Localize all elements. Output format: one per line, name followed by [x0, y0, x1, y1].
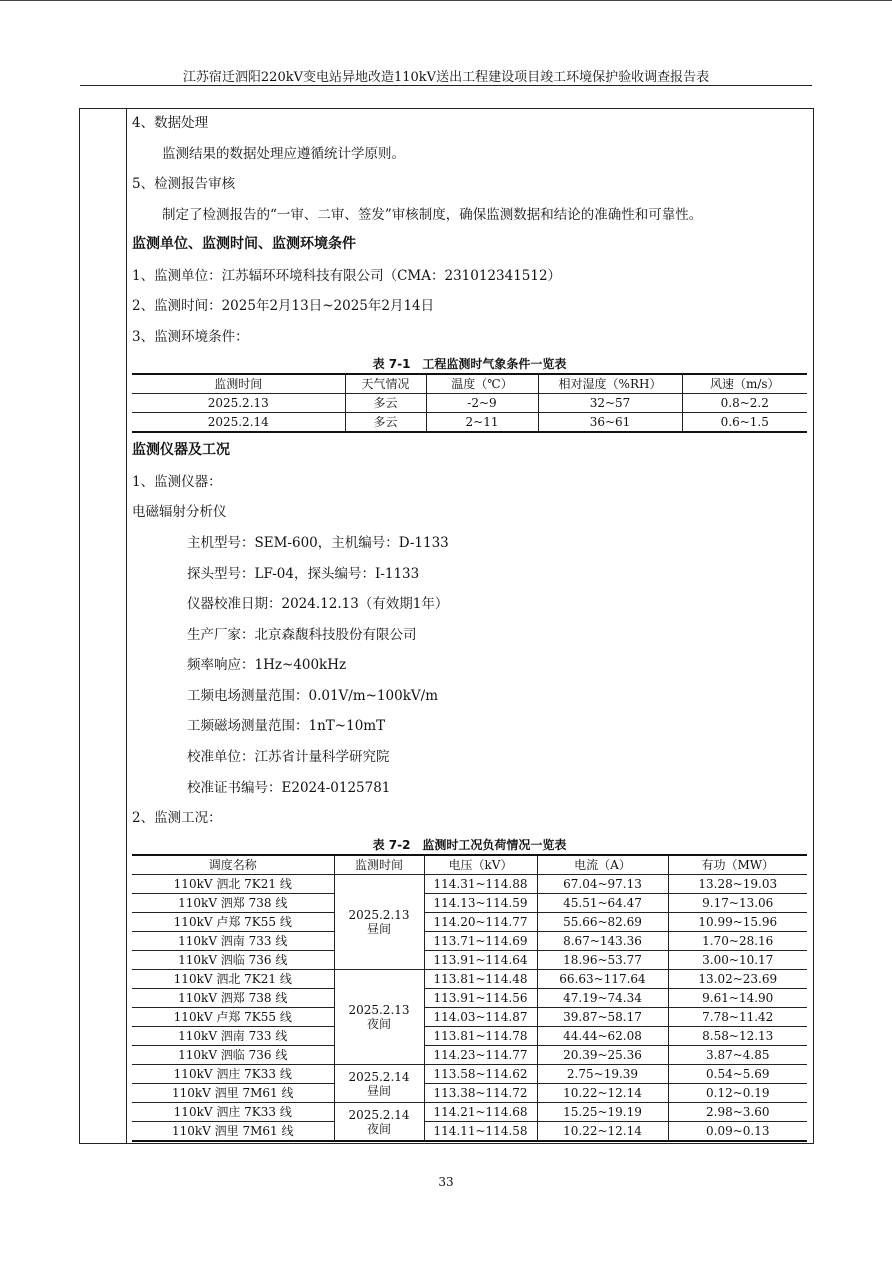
dispatch-name-cell: 110kV 泗南 733 线: [132, 932, 334, 951]
electric-field-range: 工频电场测量范围：0.01V/m~100kV/m: [187, 688, 439, 704]
table-row: [132, 1027, 807, 1046]
column-header: 监测时间: [132, 374, 345, 394]
table-cell: 2025.2.14: [132, 413, 345, 433]
table-cell: 114.03~114.87: [424, 1008, 537, 1027]
table-cell: 47.19~74.34: [537, 989, 668, 1008]
dispatch-name-cell: 110kV 卢郑 7K55 线: [132, 913, 334, 932]
table-cell: 113.91~114.64: [424, 951, 537, 970]
magnetic-field-range: 工频磁场测量范围：1nT~10mT: [187, 718, 386, 734]
table-cell: 20.39~25.36: [537, 1046, 668, 1065]
monitoring-time: 2、监测时间：2025年2月13日~2025年2月14日: [132, 298, 435, 314]
table-row: [132, 989, 807, 1008]
table-cell: 2~11: [426, 413, 538, 433]
column-header: 相对湿度（%RH）: [538, 374, 682, 394]
monitoring-time-text: 2025.2.13 夜间: [348, 1003, 410, 1031]
dispatch-name-cell: 110kV 泗临 736 线: [132, 1046, 334, 1065]
dispatch-name-cell: 110kV 泗北 7K21 线: [132, 875, 334, 894]
table-cell: 13.28~19.03: [668, 875, 807, 894]
load-table: [132, 854, 807, 1142]
table-cell: 10.99~15.96: [668, 913, 807, 932]
table-cell: 1.70~28.16: [668, 932, 807, 951]
column-header: 有功（MW）: [668, 855, 807, 875]
dispatch-name-cell: 110kV 泗临 736 线: [132, 951, 334, 970]
table-cell: 67.04~97.13: [537, 875, 668, 894]
paragraph-data-processing: 监测结果的数据处理应遵循统计学原则。: [162, 146, 405, 162]
frame-column-divider: [126, 109, 127, 1143]
table-cell: 0.6~1.5: [682, 413, 807, 433]
table-cell: 8.58~12.13: [668, 1027, 807, 1046]
table-cell: 0.12~0.19: [668, 1084, 807, 1103]
page-number: 33: [438, 1175, 454, 1189]
monitoring-unit: 1、监测单位：江苏辐环环境科技有限公司（CMA：231012341512）: [132, 268, 562, 284]
dispatch-name-cell: 110kV 泗郑 738 线: [132, 989, 334, 1008]
dispatch-name-cell: 110kV 泗郑 738 线: [132, 894, 334, 913]
table-cell: 10.22~12.14: [537, 1122, 668, 1142]
monitoring-time-cell: [334, 1103, 424, 1142]
table-row: [132, 1008, 807, 1027]
table-cell: 44.44~62.08: [537, 1027, 668, 1046]
dispatch-name-cell: 110kV 泗北 7K21 线: [132, 970, 334, 989]
table-cell: 66.63~117.64: [537, 970, 668, 989]
table-cell: 2.98~3.60: [668, 1103, 807, 1122]
dispatch-name-cell: 110kV 泗里 7M61 线: [132, 1122, 334, 1142]
page-header: 江苏宿迁泗阳220kV变电站异地改造110kV送出工程建设项目竣工环境保护验收调查报告表: [182, 70, 710, 85]
monitoring-time-text: 2025.2.14 夜间: [348, 1107, 410, 1136]
table-cell: 多云: [345, 413, 426, 433]
monitoring-time-text: 2025.2.13 昼间: [348, 908, 410, 936]
column-header: 温度（℃）: [426, 374, 538, 394]
calibration-unit: 校准单位：江苏省计量科学研究院: [187, 749, 390, 765]
instrument-name: 电磁辐射分析仪: [132, 504, 227, 520]
table-cell: 114.23~114.77: [424, 1046, 537, 1065]
table-cell: 2.75~19.39: [537, 1065, 668, 1084]
table-row: [132, 951, 807, 970]
table-cell: 113.81~114.48: [424, 970, 537, 989]
heading-monitoring-unit: 监测单位、监测时间、监测环境条件: [132, 236, 356, 252]
table-row: [132, 875, 807, 894]
table-cell: 36~61: [538, 413, 682, 433]
dispatch-name-cell: 110kV 泗庄 7K33 线: [132, 1103, 334, 1122]
host-model: 主机型号：SEM-600，主机编号：D-1133: [187, 535, 449, 551]
table-row: [132, 394, 807, 413]
table-cell: 18.96~53.77: [537, 951, 668, 970]
table-cell: 114.20~114.77: [424, 913, 537, 932]
table2-caption: 表 7-2 监测时工况负荷情况一览表: [372, 838, 567, 852]
calibration-date: 仪器校准日期：2024.12.13（有效期1年）: [187, 596, 449, 612]
table-cell: 114.31~114.88: [424, 875, 537, 894]
monitoring-time-text: 2025.2.14 昼间: [348, 1069, 410, 1098]
table-cell: 15.25~19.19: [537, 1103, 668, 1122]
instruments-label: 1、监测仪器：: [132, 474, 222, 490]
table-row: [132, 894, 807, 913]
manufacturer: 生产厂家：北京森馥科技股份有限公司: [187, 627, 417, 643]
dispatch-name-cell: 110kV 卢郑 7K55 线: [132, 1008, 334, 1027]
dispatch-name-cell: 110kV 泗庄 7K33 线: [132, 1065, 334, 1084]
table-cell: 0.8~2.2: [682, 394, 807, 413]
monitoring-conditions: 3、监测环境条件：: [132, 329, 249, 345]
table-header-row: [132, 374, 807, 394]
table-row: [132, 1103, 807, 1122]
table-cell: 113.38~114.72: [424, 1084, 537, 1103]
header-rule: [80, 85, 812, 86]
table-cell: 2025.2.13: [132, 394, 345, 413]
paragraph-report-review: 制定了检测报告的“一审、二审、签发”审核制度，确保监测数据和结论的准确性和可靠性。: [162, 207, 703, 223]
column-header: 风速（m/s）: [682, 374, 807, 394]
table-cell: 39.87~58.17: [537, 1008, 668, 1027]
table-cell: 3.00~10.17: [668, 951, 807, 970]
column-header: 监测时间: [334, 855, 424, 875]
table-cell: 8.67~143.36: [537, 932, 668, 951]
table-header-row: [132, 855, 807, 875]
table-cell: 114.11~114.58: [424, 1122, 537, 1142]
table-row: [132, 932, 807, 951]
table-cell: 10.22~12.14: [537, 1084, 668, 1103]
table-row: [132, 1084, 807, 1103]
column-header: 电流（A）: [537, 855, 668, 875]
table-cell: 0.09~0.13: [668, 1122, 807, 1142]
table-row: [132, 1122, 807, 1142]
table-cell: 114.13~114.59: [424, 894, 537, 913]
table-row: [132, 1046, 807, 1065]
table-row: [132, 913, 807, 932]
certificate-number: 校准证书编号：E2024-0125781: [187, 780, 391, 796]
weather-table: [132, 373, 807, 433]
table-cell: 多云: [345, 394, 426, 413]
dispatch-name-cell: 110kV 泗里 7M61 线: [132, 1084, 334, 1103]
section-report-review: 5、检测报告审核: [132, 176, 236, 192]
monitoring-time-cell: [334, 875, 424, 970]
table-cell: 55.66~82.69: [537, 913, 668, 932]
table-row: [132, 1065, 807, 1084]
heading-instruments: 监测仪器及工况: [132, 442, 230, 458]
table-cell: 45.51~64.47: [537, 894, 668, 913]
top-border: [0, 0, 892, 1]
table-cell: 9.17~13.06: [668, 894, 807, 913]
monitoring-time-cell: [334, 970, 424, 1065]
table-cell: 113.81~114.78: [424, 1027, 537, 1046]
table-row: [132, 413, 807, 433]
table-cell: 114.21~114.68: [424, 1103, 537, 1122]
table-cell: 3.87~4.85: [668, 1046, 807, 1065]
table-cell: 0.54~5.69: [668, 1065, 807, 1084]
table1-caption: 表 7-1 工程监测时气象条件一览表: [372, 357, 567, 371]
table-cell: 113.71~114.69: [424, 932, 537, 951]
column-header: 天气情况: [345, 374, 426, 394]
table-cell: 13.02~23.69: [668, 970, 807, 989]
table-cell: 32~57: [538, 394, 682, 413]
operating-conditions-label: 2、监测工况：: [132, 810, 222, 826]
table-row: [132, 970, 807, 989]
dispatch-name-cell: 110kV 泗南 733 线: [132, 1027, 334, 1046]
probe-model: 探头型号：LF-04，探头编号：I-1133: [187, 566, 420, 582]
column-header: 电压（kV）: [424, 855, 537, 875]
frequency-response: 频率响应：1Hz~400kHz: [187, 657, 347, 673]
table-cell: 113.58~114.62: [424, 1065, 537, 1084]
section-data-processing: 4、数据处理: [132, 115, 209, 131]
monitoring-time-cell: [334, 1065, 424, 1103]
table-cell: 113.91~114.56: [424, 989, 537, 1008]
table-cell: 7.78~11.42: [668, 1008, 807, 1027]
table-cell: -2~9: [426, 394, 538, 413]
table-cell: 9.61~14.90: [668, 989, 807, 1008]
column-header: 调度名称: [132, 855, 334, 875]
